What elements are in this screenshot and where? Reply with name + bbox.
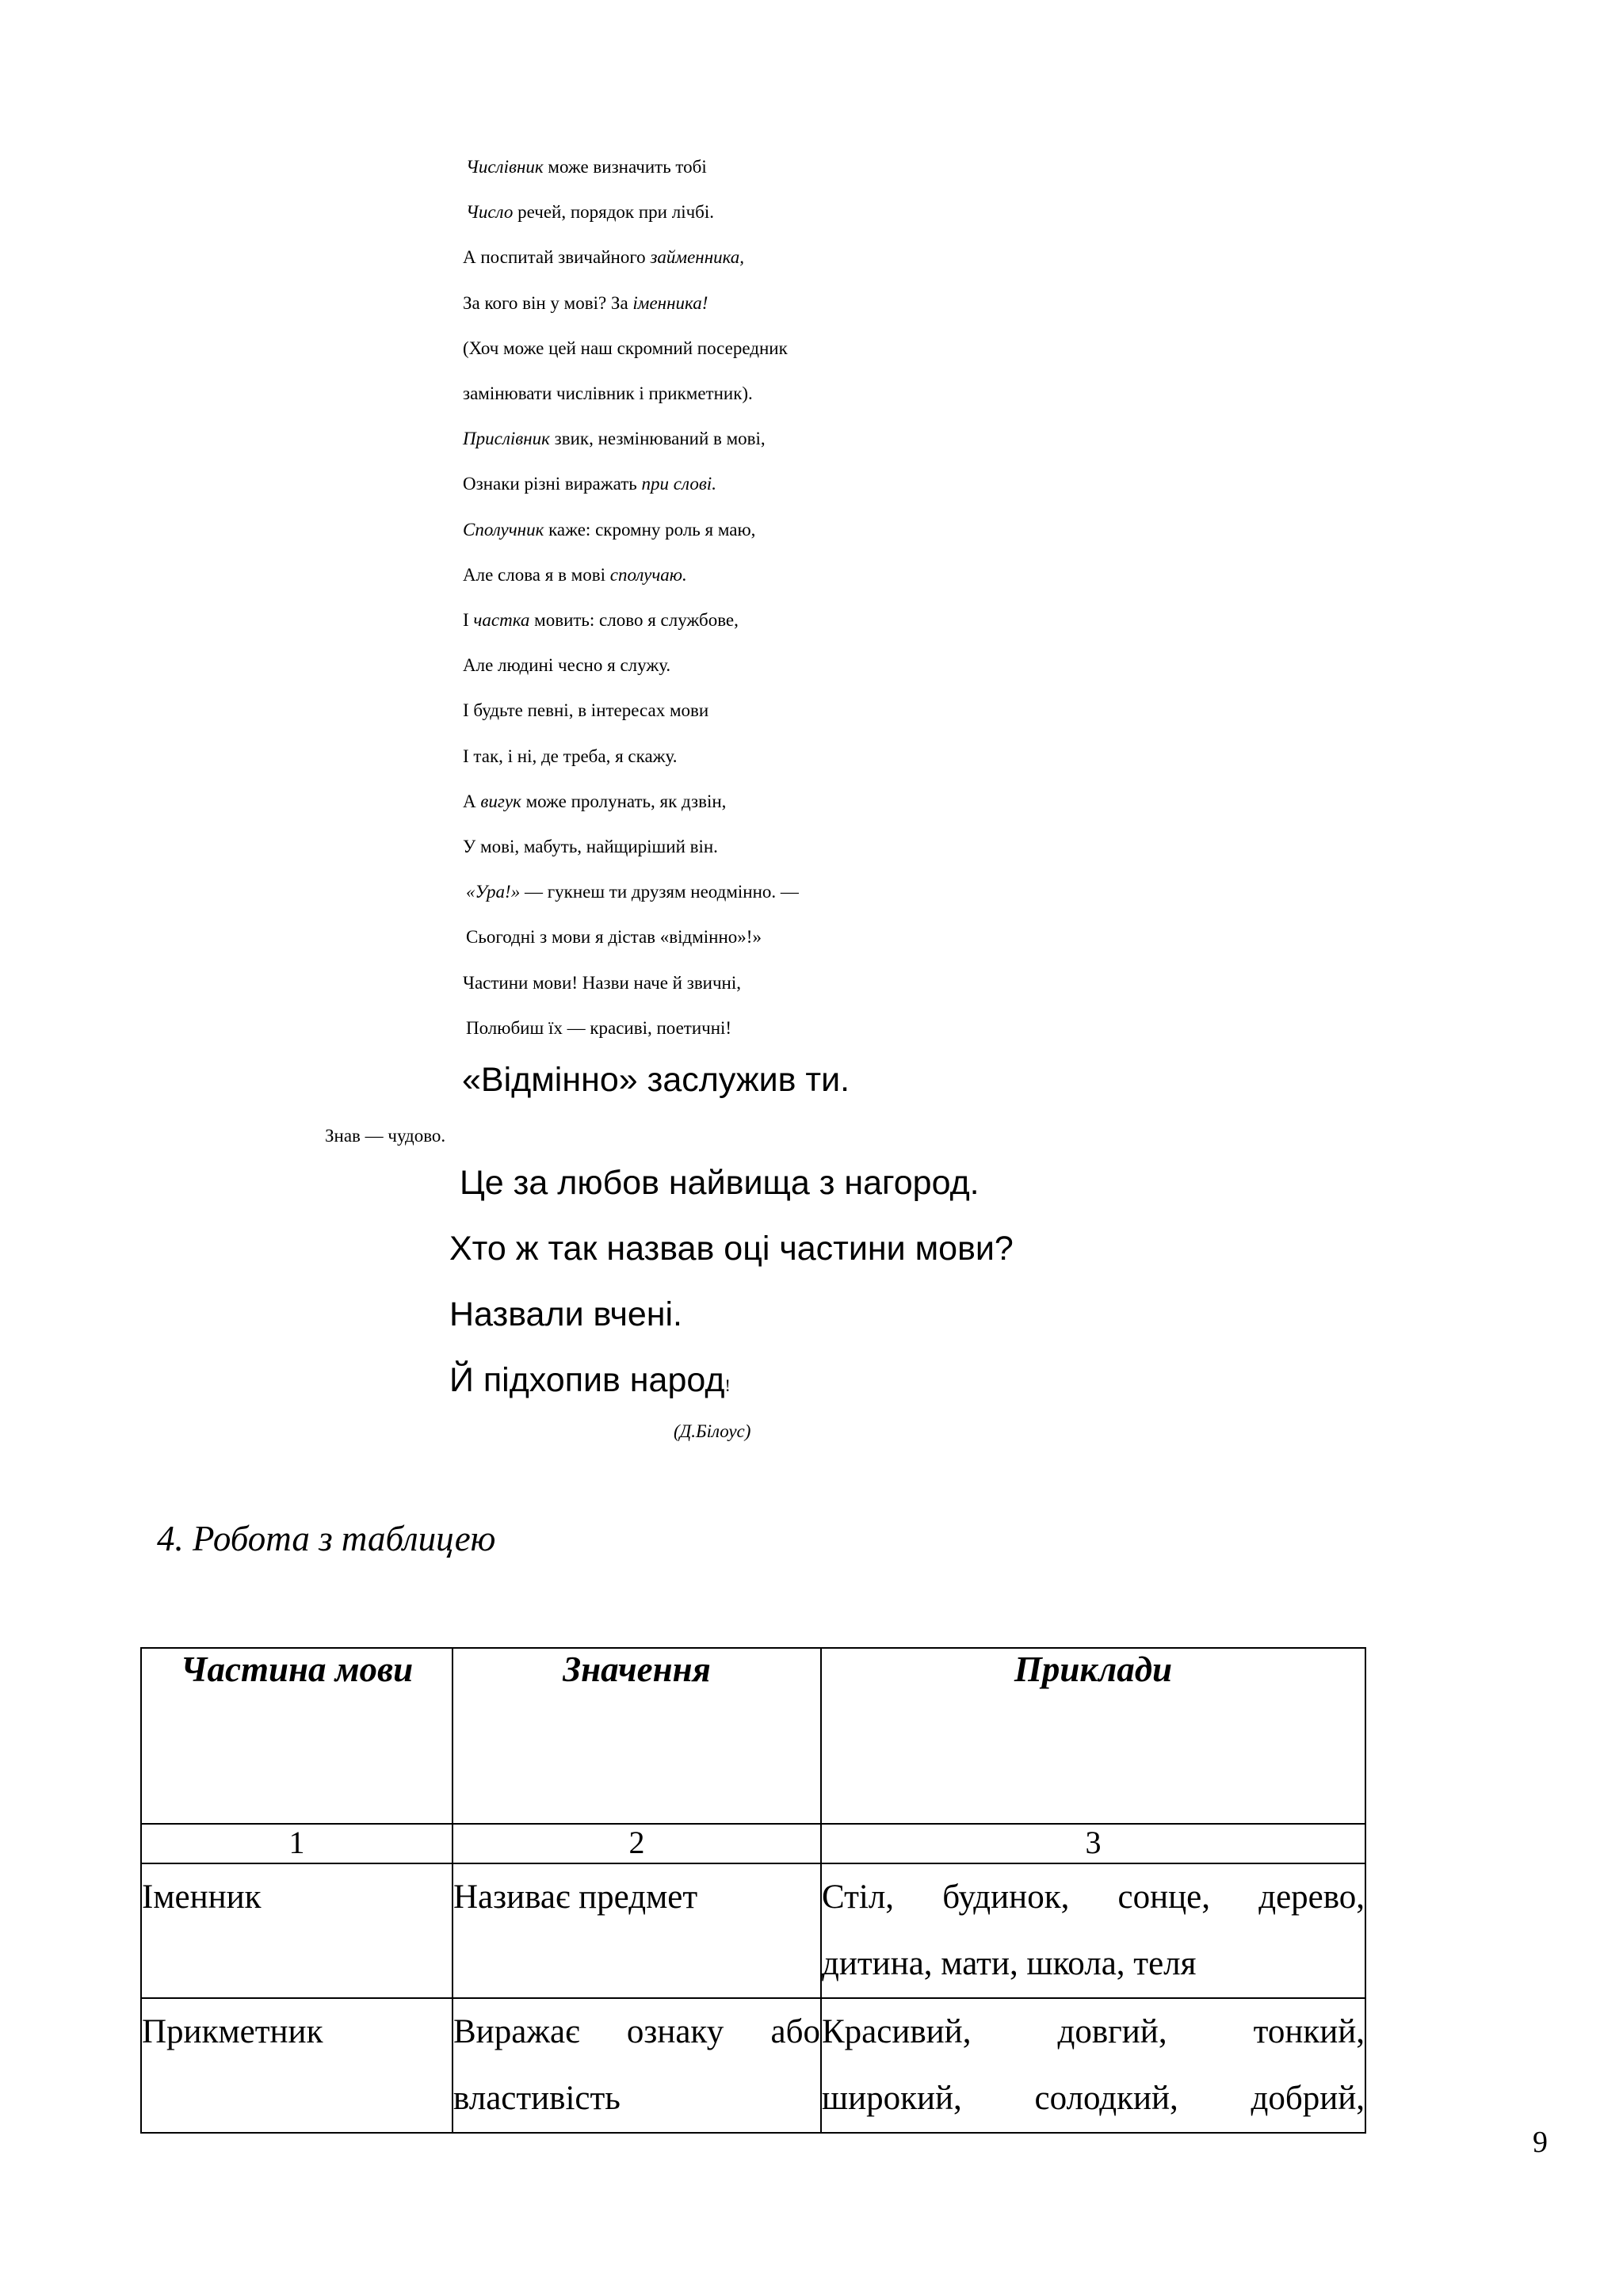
poem-line-fragment: Сполучник — [463, 520, 544, 540]
poem-line — [463, 382, 753, 406]
poem-line — [466, 1016, 731, 1040]
poem-line-big-5 — [449, 1360, 731, 1406]
table-number-3: 3 — [821, 1824, 1365, 1863]
poem-line — [463, 971, 741, 995]
poem-line-big-3: Хто ж так назвав оці частини мови? — [449, 1230, 1014, 1268]
poem-line — [463, 563, 687, 587]
table-cell-examples-line-2: широкий, солодкий, добрий, — [822, 2080, 1365, 2117]
poem-line-big-2: Це за любов найвища з нагород. — [460, 1164, 980, 1202]
poem-line — [463, 608, 739, 632]
poem-line — [466, 925, 762, 949]
poem-line-fragment: може пролунать, як дзвін, — [521, 791, 727, 811]
section-heading: 4. Робота з таблицею — [157, 1519, 496, 1558]
poem-line-fragment: І — [463, 610, 474, 630]
poem-line-big-4: Назвали вчені. — [449, 1295, 683, 1333]
poem-line-fragment: частка — [473, 610, 530, 630]
poem-line-fragment: може визначить тобі — [543, 157, 707, 177]
poem-line-fragment: Але слова я в мові — [463, 565, 610, 585]
poem-line-fragment: «Ура!» — [466, 882, 521, 902]
table-row — [141, 1863, 1365, 1998]
table-header-meaning: Значення — [453, 1648, 821, 1824]
poem-line — [463, 654, 670, 677]
table-header-examples: Приклади — [821, 1648, 1365, 1824]
poem-line — [463, 472, 716, 496]
poem-line-fragment: сполучаю. — [609, 565, 687, 585]
table-cell-examples — [821, 1998, 1365, 2133]
poem-line-fragment: А — [463, 791, 481, 811]
table-cell-meaning: Називає предмет — [453, 1863, 821, 1998]
table-number-1: 1 — [141, 1824, 453, 1863]
poem-line — [463, 835, 718, 859]
table-header-part: Частина мови — [141, 1648, 453, 1824]
table-number-2: 2 — [453, 1824, 821, 1863]
poem-line — [466, 880, 799, 904]
poem-line — [463, 246, 744, 269]
poem-line-fragment: іменника! — [632, 293, 708, 313]
poem-line-fragment: Полюбиш їх — красиві, поетичні! — [466, 1018, 732, 1038]
poem-line — [463, 699, 708, 723]
poem-line-fragment: вигук — [480, 791, 521, 811]
poem-attribution: (Д.Білоус) — [674, 1421, 751, 1441]
poem-line-big-5-mark: ! — [724, 1375, 731, 1395]
poem-line — [463, 292, 708, 315]
poem-line-fragment: звик, незмінюваний в мові, — [549, 429, 766, 448]
poem-line-fragment: Частини мови! Назви наче й звичні, — [463, 973, 741, 993]
poem-line — [466, 155, 707, 179]
poem-line-small-tail: Знав — чудово. — [325, 1126, 446, 1146]
poem-line-fragment: мовить: слово я службове, — [529, 610, 739, 630]
poem-line-big-5-text: Й підхопив народ — [449, 1361, 725, 1399]
poem-line-fragment: (Хоч може цей наш скромний посередник — [463, 338, 788, 358]
table-number-row — [141, 1824, 1365, 1863]
page-number: 9 — [1533, 2126, 1548, 2159]
table-row — [141, 1998, 1365, 2133]
table-cell-part: Іменник — [141, 1863, 453, 1998]
poem-line-big-1: «Відмінно» заслужив ти. — [462, 1061, 850, 1099]
poem-line-fragment: Число — [466, 202, 514, 222]
poem-line-fragment: займенника, — [650, 247, 745, 267]
poem-line-fragment: каже: скромну роль я маю, — [544, 520, 756, 540]
poem-line-fragment: І будьте певні, в інтересах мови — [463, 700, 709, 720]
poem-line-fragment: Числівник — [466, 157, 544, 177]
poem-line-fragment: Прислівник — [463, 429, 550, 448]
poem-line-fragment: За кого він у мові? За — [463, 293, 633, 313]
poem-line — [463, 427, 766, 451]
poem-line-fragment: І так, і ні, де треба, я скажу. — [463, 746, 678, 766]
table-cell-meaning-line-1: Виражає ознаку або — [453, 2013, 820, 2050]
table-cell-part: Прикметник — [141, 1998, 453, 2133]
poem-line-fragment: У мові, мабуть, найщиріший він. — [463, 837, 718, 856]
poem-line-fragment: А поспитай звичайного — [463, 247, 651, 267]
poem-line-fragment: речей, порядок при лічбі. — [513, 202, 715, 222]
table-cell-examples-line-2: дитина, мати, школа, теля — [822, 1945, 1197, 1982]
poem-line-fragment: Сьогодні з мови я дістав «відмінно»!» — [466, 927, 762, 947]
parts-of-speech-table — [140, 1647, 1366, 2134]
table-cell-meaning — [453, 1998, 821, 2133]
poem-line-fragment: — гукнеш ти друзям неодмінно. — — [520, 882, 799, 902]
poem-line — [463, 337, 788, 360]
poem-line-fragment: Ознаки різні виражать — [463, 474, 642, 494]
poem-line — [463, 745, 678, 769]
poem-line-fragment: замінювати числівник і прикметник). — [463, 383, 753, 403]
table-cell-examples — [821, 1863, 1365, 1998]
poem-line-fragment: при слові. — [641, 474, 716, 494]
table-cell-examples-line-1: Стіл, будинок, сонце, дерево, — [822, 1878, 1365, 1916]
table-cell-meaning-line-2: властивість — [453, 2080, 621, 2117]
poem-line — [463, 790, 726, 814]
table-cell-examples-line-1: Красивий, довгий, тонкий, — [822, 2013, 1365, 2050]
table-header-row — [141, 1648, 1365, 1824]
poem-line — [463, 518, 755, 542]
poem-line-fragment: Але людині чесно я служу. — [463, 655, 671, 675]
poem-line — [466, 200, 714, 224]
